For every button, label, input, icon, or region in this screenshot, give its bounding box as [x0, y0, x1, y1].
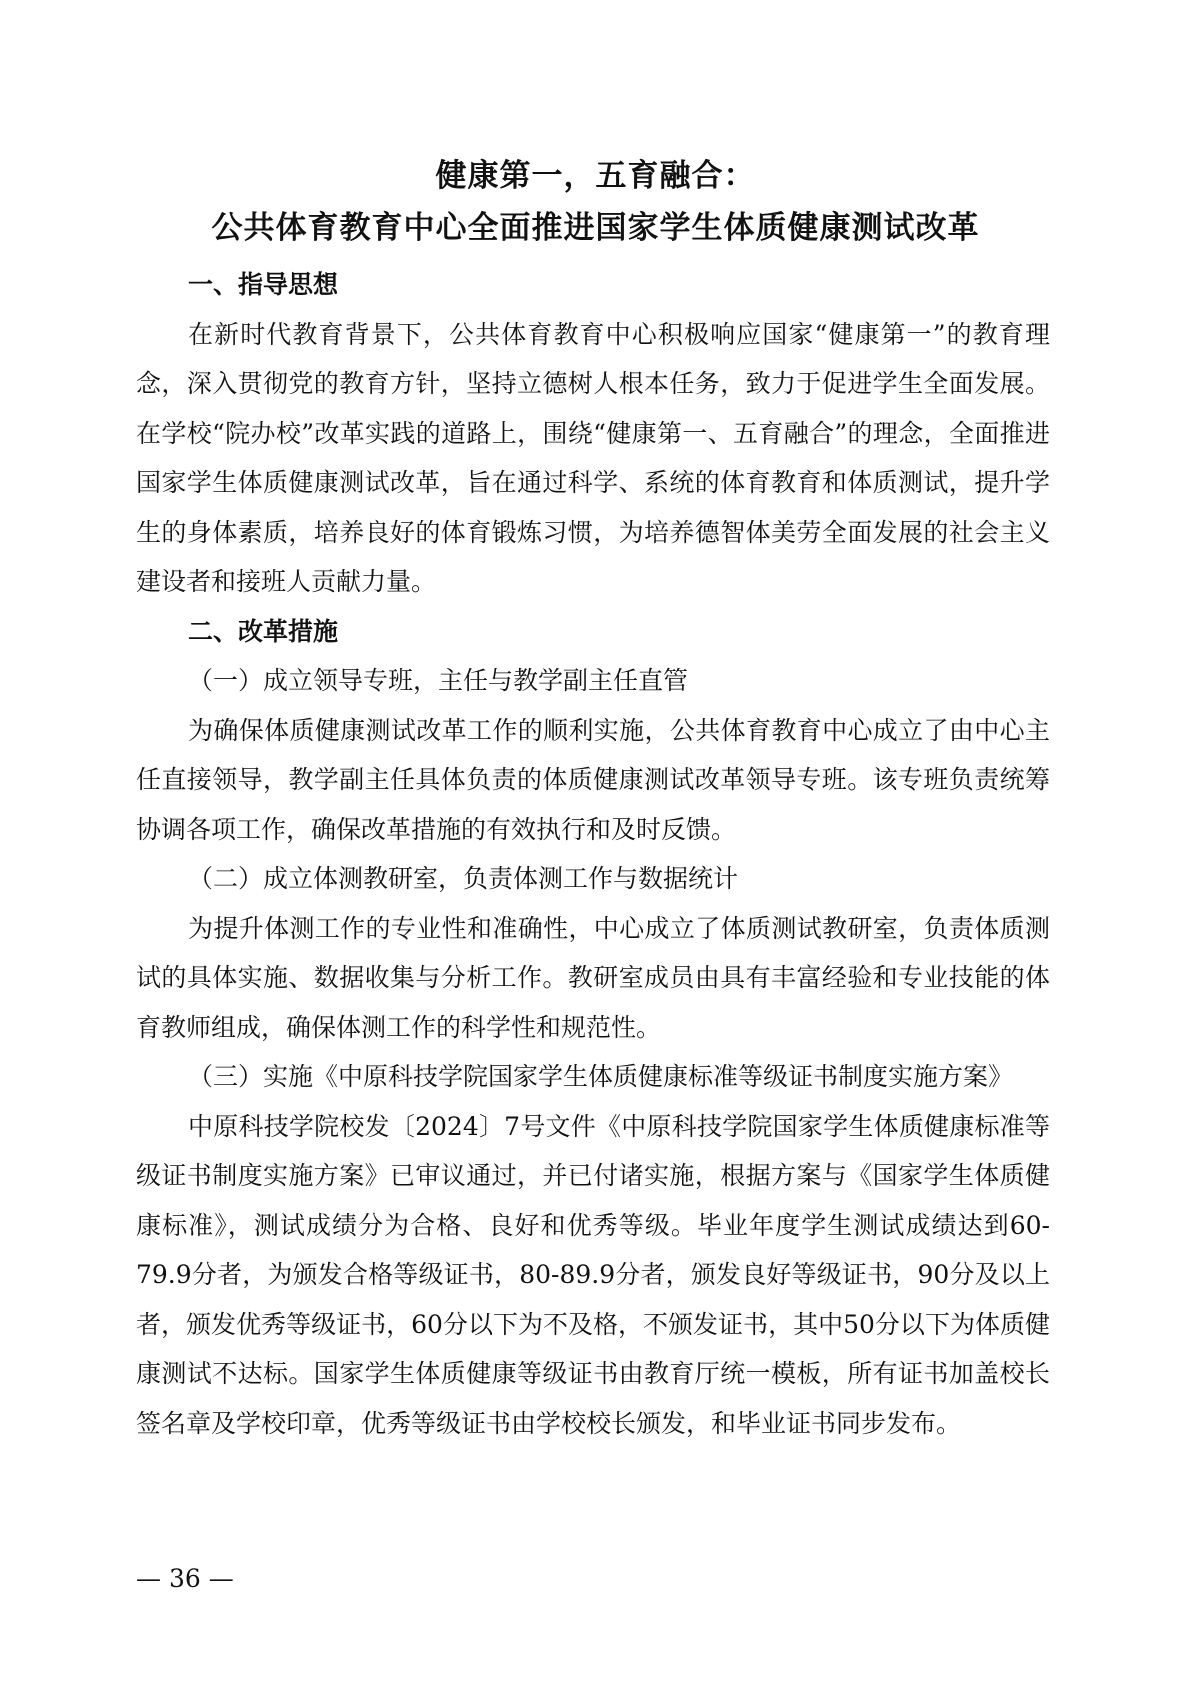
section-paragraph-guiding-ideology: 在新时代教育背景下，公共体育教育中心积极响应国家“健康第一”的教育理念，深入贯彻党的教育方针，坚持立德树人根本任务，致力于促进学生全面发展。在学校“院办校”改革实践的道路上，围绕“健康第一、五育融合”的理念，全面推进国家学生体质健康测试改革，旨在通过科学、系统的体育教育和体质测试，提升学生的身体素质，培养良好的体育锻炼习惯，为培养德智体美劳全面发展的社会主义建设者和接班人贡献力量。: [136, 319, 1050, 596]
title-line-1: 健康第一，五育融合：: [435, 158, 756, 194]
section-heading-guiding-ideology: 一、指导思想: [188, 270, 339, 299]
subsection-heading-testing-office: （二）成立体测教研室，负责体测工作与数据统计: [188, 864, 739, 893]
subsection-heading-certificate-scheme: （三）实施《中原科技学院国家学生体质健康标准等级证书制度实施方案》: [188, 1062, 1014, 1091]
subsection-paragraph-testing-office: 为提升体测工作的专业性和准确性，中心成立了体质测试教研室，负责体质测试的具体实施、数据收集与分析工作。教研室成员由具有丰富经验和专业技能的体育教师组成，确保体测工作的科学性和规范性。: [136, 913, 1050, 1042]
subsection-paragraph-certificate-scheme: 中原科技学院校发〔2024〕7号文件《中原科技学院国家学生体质健康标准等级证书制度实施方案》已审议通过，并已付诸实施，根据方案与《国家学生体质健康标准》，测试成绩分为合格、良好和优秀等级。毕业年度学生测试成绩达到60-79.9分者，为颁发合格等级证书，80-89.9分者，颁发良好等级证书，90分及以上者，颁发优秀等级证书，60分以下为不及格，不颁发证书，其中50分以下为体质健康测试不达标。国家学生体质健康等级证书由教育厅统一模板，所有证书加盖校长签名章及学校印章，优秀等级证书由学校校长颁发，和毕业证书同步发布。: [136, 1111, 1050, 1438]
title-line-2: 公共体育教育中心全面推进国家学生体质健康测试改革: [211, 210, 980, 246]
document-body: [136, 260, 1050, 1448]
section-heading-reform-measures: 二、改革措施: [188, 616, 339, 646]
page-number: — 36 —: [136, 1564, 234, 1593]
subsection-heading-leadership-team: （一）成立领导专班，主任与教学副主任直管: [188, 666, 689, 695]
document-title: [0, 150, 1191, 254]
subsection-paragraph-leadership-team: 为确保体质健康测试改革工作的顺利实施，公共体育教育中心成立了由中心主任直接领导，教学副主任具体负责的体质健康测试改革领导专班。该专班负责统筹协调各项工作，确保改革措施的有效执行和及时反馈。: [136, 715, 1050, 844]
